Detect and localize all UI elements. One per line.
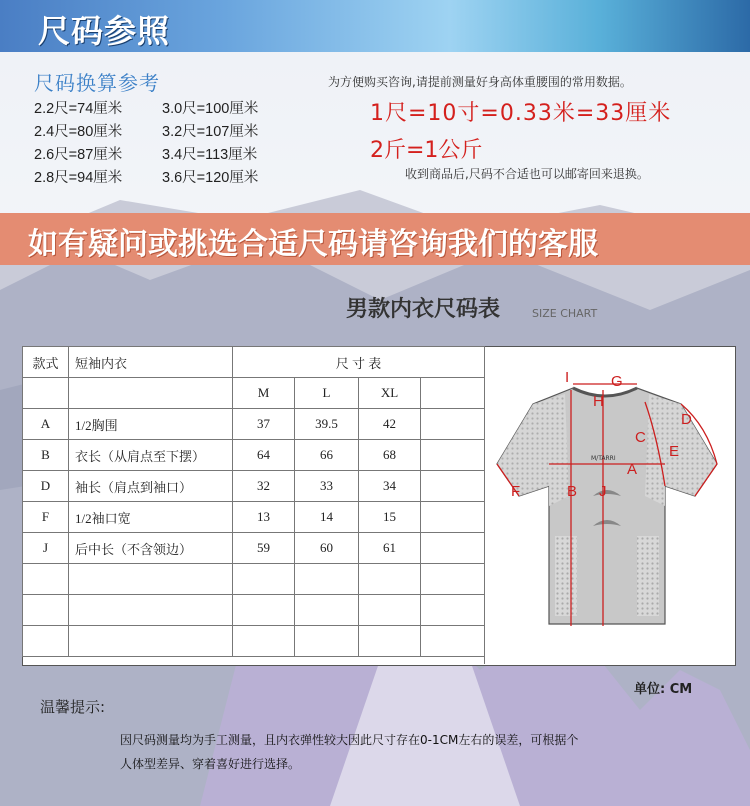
diagram-label-i: I (565, 369, 570, 386)
service-banner-text: 如有疑问或挑选合适尺码请咨询我们的客服 (28, 227, 598, 262)
row-value: 60 (295, 533, 359, 564)
diagram-label-c: C (635, 429, 646, 446)
diagram-label-b: B (567, 483, 578, 500)
row-value: 68 (359, 440, 421, 471)
size-col-m: M (233, 378, 295, 409)
tips-line: 人体型差异、穿着喜好进行选择。 (120, 757, 301, 771)
formula-length: 1尺=10寸=0.33米=33厘米 (370, 101, 672, 126)
exchange-note: 收到商品后,尺码不合适也可以邮寄回来退换。 (405, 167, 649, 181)
formula-weight: 2斤=1公斤 (370, 138, 483, 163)
row-value: 33 (295, 471, 359, 502)
header-size: 尺 寸 表 (233, 347, 485, 378)
row-value: 32 (233, 471, 295, 502)
row-value: 13 (233, 502, 295, 533)
table-row (23, 409, 485, 440)
row-value: 37 (233, 409, 295, 440)
conversion-item: 3.6尺=120厘米 (162, 170, 259, 186)
row-name: 后中长（不含领边） (69, 533, 233, 564)
tips-title: 温馨提示: (40, 698, 106, 716)
row-name: 1/2袖口宽 (69, 502, 233, 533)
garment-diagram-box (484, 346, 735, 664)
conversion-item: 2.2尺=74厘米 (34, 101, 123, 117)
row-value: 15 (359, 502, 421, 533)
row-value: 14 (295, 502, 359, 533)
size-chart-title: 男款内衣尺码表 (346, 297, 501, 322)
diagram-label-h: H (593, 393, 604, 410)
brand-mark: M/TARRI (591, 455, 616, 462)
row-name: 袖长（肩点到袖口） (69, 471, 233, 502)
header-style: 款式 (23, 347, 69, 378)
row-name: 衣长（从肩点至下摆） (69, 440, 233, 471)
size-table (22, 346, 485, 657)
conversion-item: 3.4尺=113厘米 (162, 147, 258, 163)
conversion-item: 2.6尺=87厘米 (34, 147, 123, 163)
size-chart-subtitle: SIZE CHART (532, 307, 598, 320)
header-product: 短袖内衣 (69, 347, 233, 378)
conversion-item: 2.8尺=94厘米 (34, 170, 123, 186)
row-name: 1/2胸围 (69, 409, 233, 440)
diagram-label-j: J (599, 483, 607, 500)
table-row (23, 502, 485, 533)
table-row (23, 440, 485, 471)
row-value: 61 (359, 533, 421, 564)
table-row (23, 471, 485, 502)
size-col-l: L (295, 378, 359, 409)
measure-note: 为方便购买咨询,请提前测量好身高体重腰围的常用数据。 (328, 75, 632, 89)
tips-line: 因尺码测量均为手工测量，且内衣弹性较大因此尺寸存在0-1CM左右的误差，可根据个 (120, 733, 579, 747)
row-code: B (23, 440, 69, 471)
row-code: D (23, 471, 69, 502)
conversion-item: 3.2尺=107厘米 (162, 124, 259, 140)
conversion-item: 2.4尺=80厘米 (34, 124, 123, 140)
diagram-label-a: A (627, 461, 638, 478)
header-title: 尺码参照 (38, 12, 171, 50)
unit-label: 单位: CM (634, 682, 693, 697)
diagram-label-g: G (611, 373, 623, 390)
row-code: A (23, 409, 69, 440)
conversion-title: 尺码换算参考 (34, 71, 160, 95)
row-value: 39.5 (295, 409, 359, 440)
row-code: F (23, 502, 69, 533)
size-col-xl: XL (359, 378, 421, 409)
diagram-label-d: D (681, 411, 692, 428)
row-value: 66 (295, 440, 359, 471)
row-value: 59 (233, 533, 295, 564)
diagram-label-e: E (669, 443, 680, 460)
diagram-label-f: F (511, 483, 521, 500)
row-value: 42 (359, 409, 421, 440)
row-code: J (23, 533, 69, 564)
tshirt-diagram (485, 346, 735, 664)
conversion-item: 3.0尺=100厘米 (162, 101, 259, 117)
table-row (23, 533, 485, 564)
row-value: 64 (233, 440, 295, 471)
row-value: 34 (359, 471, 421, 502)
